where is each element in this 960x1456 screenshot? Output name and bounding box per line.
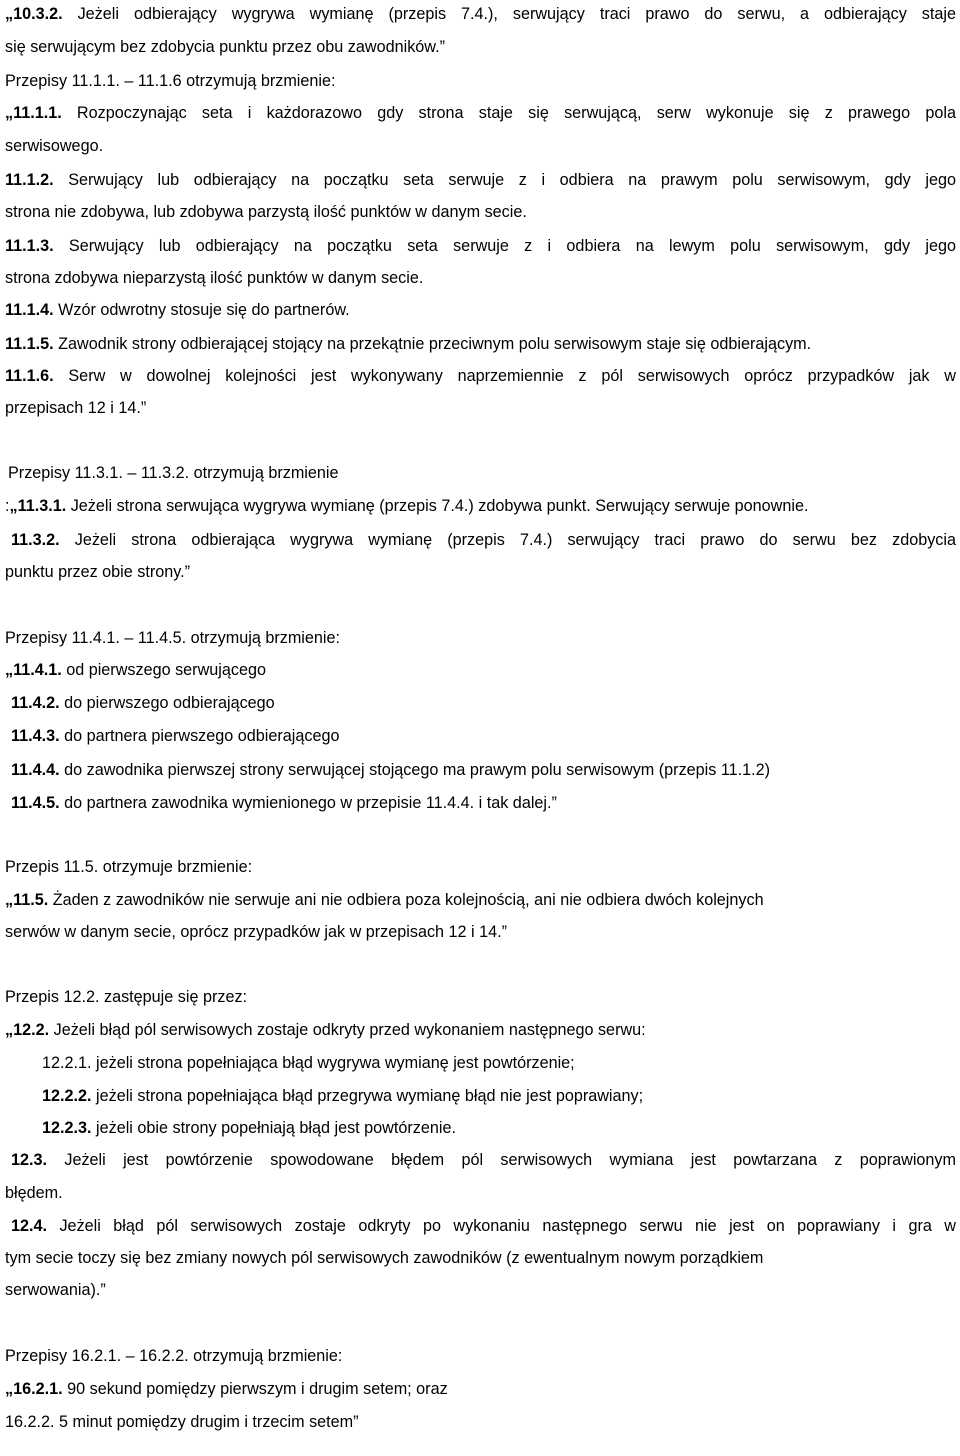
text-line xyxy=(5,987,956,1007)
text-line xyxy=(5,366,956,386)
line-text: przepisach 12 i 14.” xyxy=(5,399,147,417)
line-text: Przepisy 11.1.1. – 11.1.6 otrzymują brzmienie: xyxy=(5,72,336,90)
line-text: jeżeli obie strony popełniają błąd jest powtórzenie. xyxy=(91,1119,456,1137)
line-text: 16.2.2. 5 minut pomiędzy drugim i trzecim setem” xyxy=(5,1413,359,1431)
line-text: tym secie toczy się bez zmiany nowych pól serwisowych zawodników (z ewentualnym nowym porządkiem xyxy=(5,1249,764,1267)
text-line xyxy=(5,1379,956,1399)
text-line xyxy=(5,1053,956,1073)
line-text: Serw w dowolnej kolejności jest wykonywany naprzemiennie z pól serwisowych oprócz przypadków jak w xyxy=(53,367,956,385)
rule-number: 11.1.4. xyxy=(5,301,54,319)
rule-number: 11.4.2. xyxy=(11,694,60,712)
text-line xyxy=(5,760,956,780)
line-text: Wzór odwrotny stosuje się do partnerów. xyxy=(53,301,350,319)
rule-number: 11.4.5. xyxy=(11,794,60,812)
text-line xyxy=(5,530,956,550)
rule-number: 11.4.3. xyxy=(11,727,60,745)
rule-number: „11.1.1. xyxy=(5,104,62,122)
line-text: strona zdobywa nieparzystą ilość punktów w danym secie. xyxy=(5,269,424,287)
rule-number: 12.4. xyxy=(11,1217,48,1235)
line-text: serwowania).” xyxy=(5,1281,106,1299)
line-text: do pierwszego odbierającego xyxy=(59,694,275,712)
text-line xyxy=(5,300,956,320)
text-line xyxy=(5,236,956,256)
text-line xyxy=(5,660,956,680)
line-text: Przepisy 11.4.1. – 11.4.5. otrzymują brzmienie: xyxy=(5,629,340,647)
text-line xyxy=(5,1118,956,1138)
rule-number: 11.1.6. xyxy=(5,367,54,385)
line-text: Przepisy 11.3.1. – 11.3.2. otrzymują brzmienie xyxy=(8,464,339,482)
rule-number: 12.2.2. xyxy=(42,1087,92,1105)
text-line xyxy=(5,463,956,483)
line-text: serwów w danym secie, oprócz przypadków jak w przepisach 12 i 14.” xyxy=(5,923,508,941)
rule-number: „12.2. xyxy=(5,1021,50,1039)
line-text: Jeżeli błąd pól serwisowych zostaje odkryty przed wykonaniem następnego serwu: xyxy=(49,1021,646,1039)
text-line xyxy=(5,857,956,877)
rule-number: 11.3.2. xyxy=(11,531,60,549)
line-text: jeżeli strona popełniająca błąd przegrywa wymianę błąd nie jest poprawiany; xyxy=(91,1087,644,1105)
text-line xyxy=(5,693,956,713)
rule-number: „11.4.1. xyxy=(5,661,62,679)
text-line xyxy=(5,1150,956,1170)
text-line xyxy=(5,202,956,222)
text-line xyxy=(5,268,956,288)
line-text: serwisowego. xyxy=(5,137,104,155)
line-text: punktu przez obie strony.” xyxy=(5,563,191,581)
line-text: Przepis 11.5. otrzymuje brzmienie: xyxy=(5,858,253,876)
line-text: Przepisy 16.2.1. – 16.2.2. otrzymują brzmienie: xyxy=(5,1347,343,1365)
text-line xyxy=(5,1412,956,1432)
rule-number: 12.2.3. xyxy=(42,1119,92,1137)
line-text: Jeżeli strona serwująca wygrywa wymianę (przepis 7.4.) zdobywa punkt. Serwujący serwuje ponownie. xyxy=(66,497,809,515)
text-line xyxy=(5,1020,956,1040)
text-line xyxy=(5,562,956,582)
text-line xyxy=(5,1346,956,1366)
text-line xyxy=(5,334,956,354)
line-text: do zawodnika pierwszej strony serwującej stojącego ma prawym polu serwisowym (przepis 11.1.2) xyxy=(59,761,771,779)
text-line xyxy=(5,628,956,648)
text-line xyxy=(5,4,956,24)
line-text: się serwującym bez zdobycia punktu przez obu zawodników.” xyxy=(5,38,445,56)
text-line xyxy=(5,890,956,910)
line-text: Serwujący lub odbierający na początku seta serwuje z i odbiera na lewym polu serwisowym, gdy jego xyxy=(53,237,956,255)
line-text: Zawodnik strony odbierającej stojący na przekątnie przeciwnym polu serwisowym staje się odbierającym. xyxy=(53,335,812,353)
text-line xyxy=(5,1248,956,1268)
line-text: Żaden z zawodników nie serwuje ani nie odbiera poza kolejnością, ani nie odbiera dwóch kolejnych xyxy=(48,891,764,909)
text-line xyxy=(5,1086,956,1106)
text-line xyxy=(5,1280,956,1300)
line-prefix: : xyxy=(5,497,10,515)
text-line xyxy=(5,726,956,746)
rule-number: 11.1.2. xyxy=(5,171,54,189)
rule-number: „11.5. xyxy=(5,891,49,909)
line-text: do partnera pierwszego odbierającego xyxy=(59,727,340,745)
rule-number: 11.4.4. xyxy=(11,761,60,779)
line-text: od pierwszego serwującego xyxy=(61,661,266,679)
line-text: do partnera zawodnika wymienionego w przepisie 11.4.4. i tak dalej.” xyxy=(59,794,557,812)
line-text: Przepis 12.2. zastępuje się przez: xyxy=(5,988,248,1006)
rule-number: „16.2.1. xyxy=(5,1380,63,1398)
text-line xyxy=(5,496,956,516)
text-line xyxy=(5,136,956,156)
text-line xyxy=(5,1183,956,1203)
text-line xyxy=(5,37,956,57)
text-line xyxy=(5,793,956,813)
text-line xyxy=(5,1216,956,1236)
line-text: Serwujący lub odbierający na początku seta serwuje z i odbiera na prawym polu serwisowym, gdy jego xyxy=(53,171,956,189)
text-line xyxy=(5,103,956,123)
line-text: 90 sekund pomiędzy pierwszym i drugim setem; oraz xyxy=(62,1380,448,1398)
text-line xyxy=(5,71,956,91)
rule-number: „11.3.1. xyxy=(9,497,67,515)
line-text: Jeżeli odbierający wygrywa wymianę (przepis 7.4.), serwujący traci prawo do serwu, a odbierający staje xyxy=(62,5,956,23)
text-line xyxy=(5,170,956,190)
line-text: błędem. xyxy=(5,1184,63,1202)
rule-number: 11.1.5. xyxy=(5,335,54,353)
line-text: strona nie zdobywa, lub zdobywa parzystą ilość punktów w danym secie. xyxy=(5,203,527,221)
line-text: Jeżeli błąd pól serwisowych zostaje odkryty po wykonaniu następnego serwu nie jest on poprawiany i gra w xyxy=(47,1217,956,1235)
rule-number: „10.3.2. xyxy=(5,5,63,23)
rule-number: 11.1.3. xyxy=(5,237,54,255)
line-text: 12.2.1. jeżeli strona popełniająca błąd wygrywa wymianę jest powtórzenie; xyxy=(42,1054,575,1072)
text-line xyxy=(5,922,956,942)
line-text: Jeżeli jest powtórzenie spowodowane błędem pól serwisowych wymiana jest powtarzana z poprawionym xyxy=(47,1151,956,1169)
line-text: Jeżeli strona odbierająca wygrywa wymianę (przepis 7.4.) serwujący traci prawo do serwu bez zdobycia xyxy=(59,531,956,549)
text-line xyxy=(5,398,956,418)
rule-number: 12.3. xyxy=(11,1151,48,1169)
line-text: Rozpoczynając seta i każdorazowo gdy strona staje się serwującą, serw wykonuje się z prawego pola xyxy=(61,104,956,122)
